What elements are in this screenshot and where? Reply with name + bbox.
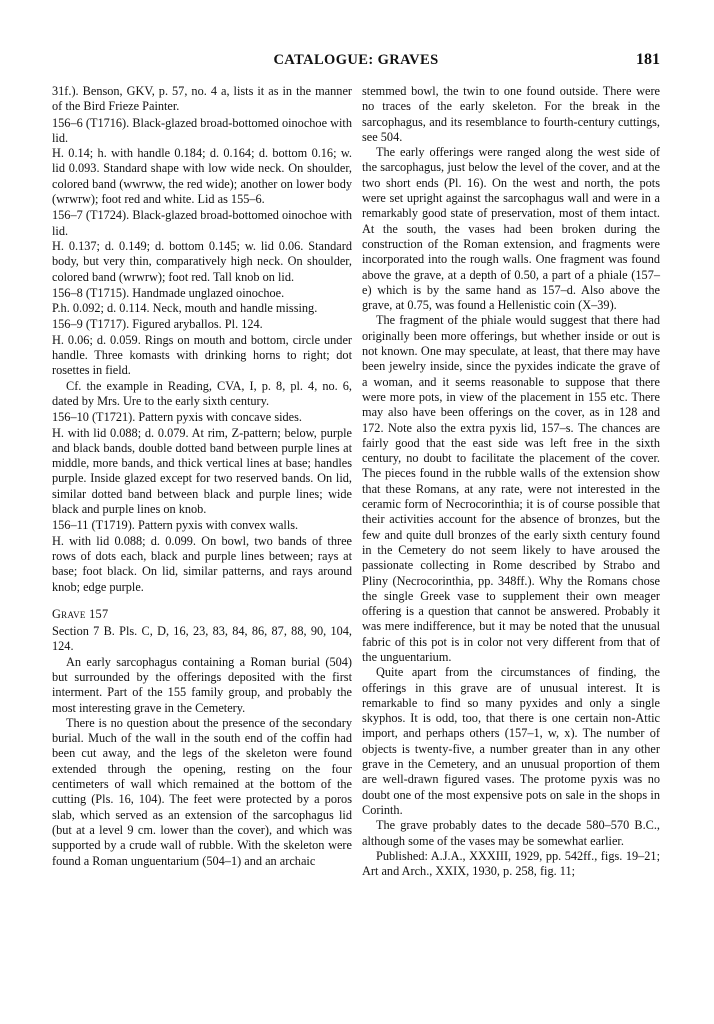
paragraph: The fragment of the phiale would suggest that there had originally been more offerings, but whether inside or out is not known. One may speculate, at least, that there may have been jewelry inside, since the pyxides indicate the grave of a woman, and it seems reasonable to suppose that there were more pots, in view of the placement in 155 etc. There may also have been offerings on the cover, as in 128 and 172. Note also the extra pyxis lid, 157–s. The chances are fairly good that the east side was left free in the sixth century, no doubt to facilitate the placement of the cover. The pieces found in the rubble walls of the extension show that these Romans, at any rate, were not interested in the ceramic form of Necrocorinthia; it is of course possible that their activities account for the absence of bronzes, but the few and quite dull bronzes of the early sixth century found in the Cemetery do not seem likely to have aroused the passionate collecting in Rome described by Strabo and Pliny (Necrocorinthia, pp. 348ff.). Why the Romans chose the single Greek vase to supplement their own meager offering is a question that cannot be answered. Probably it was mere indifference, but it may be noted that the unusual fabric of this pot is in color not very different from that of the unguentarium. [362, 313, 660, 664]
paragraph: 31f.). Benson, GKV, p. 57, no. 4 a, lists it as in the manner of the Bird Frieze Painter. [52, 84, 352, 114]
catalogue-entry-heading: 156–7 (T1724). Black-glazed broad-bottomed oinochoe with lid. [52, 208, 352, 238]
page-number: 181 [636, 51, 660, 68]
publication-reference: Published: A.J.A., XXXIII, 1929, pp. 542ff., figs. 19–21; Art and Arch., XXIX, 1930, p. 258, fig. 11; [362, 848, 660, 879]
paragraph: stemmed bowl, the twin to one found outside. There were no traces of the early skeleton. For the break in the sarcophagus, and its resemblance to fourth-century cuttings, see 504. [362, 84, 660, 144]
catalogue-entry-description: H. with lid 0.088; d. 0.099. On bowl, two bands of three rows of dots each, black and purple lines between; rays at base; foot black. On lid, similar patterns, and rays around knob; edge purple. [52, 533, 352, 594]
catalogue-entry-description: H. 0.14; h. with handle 0.184; d. 0.164; d. bottom 0.16; w. lid 0.093. Standard shape with low wide neck. On shoulder, colored band (wwrww, the red wide); another on lower body (wrwrw); foot red and white. Lid as 155–6. [52, 146, 352, 207]
paragraph: There is no question about the presence of the secondary burial. Much of the wall in the south end of the coffin had been cut away, and the legs of the skeleton were found extended through the opening, resting on the four centimeters of wall which remained at the bottom of the cutting (Pls. 16, 104). The feet were protected by a poros slab, which served as an extension of the sarcophagus lid (but at a level 9 cm. lower than the cover), and which was supported by a crude wall of rubble. With the skeleton were found a Roman unguentarium (504–1) and an archaic [52, 715, 352, 868]
catalogue-entry-heading: 156–11 (T1719). Pattern pyxis with convex walls. [52, 518, 299, 533]
catalogue-entry-description: H. 0.137; d. 0.149; d. bottom 0.145; w. lid 0.06. Standard body, but very thin, comparatively high neck. On shoulder, colored band (wrwrw); foot red. Tall knob on lid. [52, 238, 352, 284]
comparanda-note: Cf. the example in Reading, CVA, I, p. 8, pl. 4, no. 6, dated by Mrs. Ure to the early sixth century. [52, 378, 352, 408]
catalogue-entry-heading: 156–6 (T1716). Black-glazed broad-bottomed oinochoe with lid. [52, 115, 352, 145]
left-column [52, 84, 352, 869]
paragraph: Quite apart from the circumstances of finding, the offerings in this grave are of unusual interest. It is remarkable to find so many pyxides and only a single skyphos. It is odd, too, that there is one certain non-Attic import, and perhaps others (157–1, w, x). The number of objects is twenty-five, a number greater than in any other grave in the Cemetery, and an unusual proportion of them are well-drawn figured vases. The protome pyxis was no doubt one of the most expensive pots on sale in the shops in Corinth. [362, 665, 660, 817]
paragraph: An early sarcophagus containing a Roman burial (504) but surrounded by the offerings deposited with the first interment. Part of the 155 family group, and probably the most interesting grave in the Cemetery. [52, 654, 352, 715]
section-plates-line: Section 7 B. Pls. C, D, 16, 23, 83, 84, 86, 87, 88, 90, 104, 124. [52, 624, 352, 654]
paragraph: The grave probably dates to the decade 580–570 B.C., although some of the vases may be somewhat earlier. [362, 818, 660, 848]
catalogue-entry-heading: 156–9 (T1717). Figured aryballos. Pl. 124. [52, 317, 263, 332]
catalogue-entry-description: P.h. 0.092; d. 0.114. Neck, mouth and handle missing. [52, 301, 318, 316]
catalogue-entry-heading: 156–8 (T1715). Handmade unglazed oinochoe. [52, 285, 285, 300]
catalogue-entry-description: H. 0.06; d. 0.059. Rings on mouth and bottom, circle under handle. Three komasts with drinking horns to right; dot rosettes in field. [52, 332, 352, 378]
section-heading: Grave 157 [52, 606, 109, 621]
running-header [52, 52, 660, 72]
paragraph: The early offerings were ranged along the west side of the sarcophagus, just below the level of the cover, and at the two short ends (Pl. 16). On the west and north, the pots were set upright against the sarcophagus wall and were in a remarkably good state of preservation, most of them intact. At the south, the vases had been broken during the construction of the Roman extension, and fragments were incorporated into the rough walls. One fragment was found above the grave, at a depth of 0.50, a part of a phiale (157–e) which is by the same hand as 157–d. Also above the grave, at 0.75, was found a Hellenistic coin (X–39). [362, 145, 660, 313]
running-title: CATALOGUE: GRAVES [273, 52, 439, 68]
catalogue-entry-description: H. with lid 0.088; d. 0.079. At rim, Z-pattern; below, purple and black bands, double dotted band between purple lines at middle, more bands, and thick vertical lines at base; handles purple. Inside glazed except for two reserved bands. On lid, similar dotted band between black and purple lines; wide black and purple lines on knob. [52, 425, 352, 517]
catalogue-entry-heading: 156–10 (T1721). Pattern pyxis with concave sides. [52, 410, 302, 425]
right-column [362, 84, 660, 879]
